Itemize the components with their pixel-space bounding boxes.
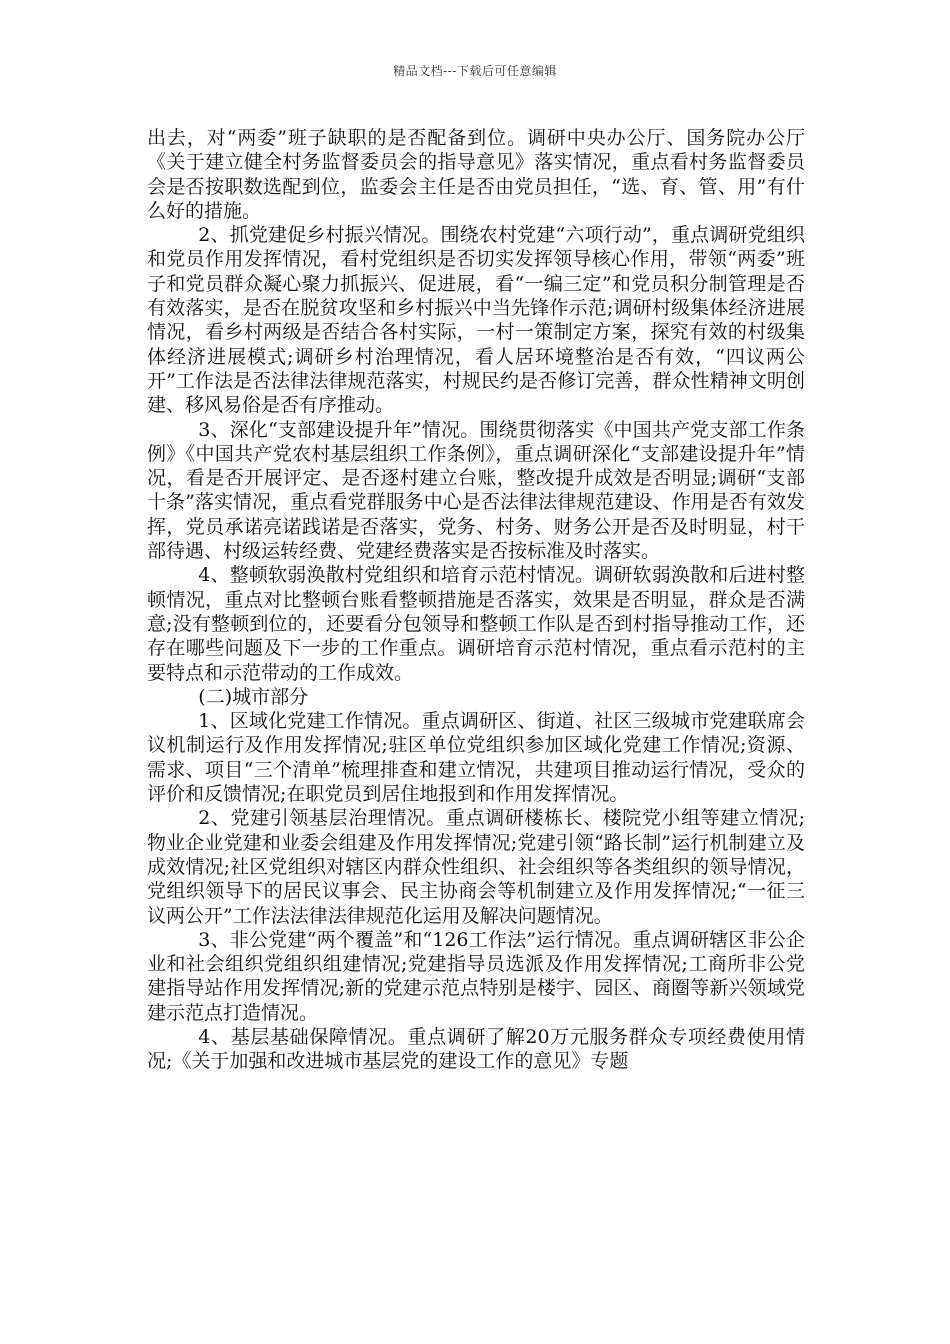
paragraph-rural-revitalization: 2、抓党建促乡村振兴情况。围绕农村党建“六项行动”，重点调研党组织和党员作用发挥情况，看村党组织是否切实发挥领导核心作用，带领“两委”班子和党员群众凝心聚力抓振兴、促进展，看“一编三定”和党员积分制管理是否有效落实，是否在脱贫攻坚和乡村振兴中当先锋作示范;调研村级集体经济进展情况，看乡村两级是否结合各村实际，一村一策制定方案，探究有效的村级集体经济进展模式;调研乡村治理情况，看人居环境整治是否有效，“四议两公开”工作法是否法律法律规范落实，村规民约是否修订完善，群众性精神文明创建、移风易俗是否有序推动。: [147, 224, 805, 417]
page-header: 精品文档---下载后可任意编辑: [393, 64, 557, 78]
paragraph-weak-village-rectification: 4、整顿软弱涣散村党组织和培育示范村情况。调研软弱涣散和后进村整顿情况，重点对比整顿台账看整顿措施是否落实，效果是否明显，群众是否满意;没有整顿到位的，还要看分包领导和整顿工作队是否到村指导推动工作，还存在哪些问题及下一步的工作重点。调研培育示范村情况，重点看示范村的主要特点和示范带动的工作成效。: [147, 564, 805, 684]
paragraph-grassroots-governance: 2、党建引领基层治理情况。重点调研楼栋长、楼院党小组等建立情况;物业企业党建和业委会组建及作用发挥情况;党建引领“路长制”运行机制建立及成效情况;社区党组织对辖区内群众性组织、社会组织等各类组织的领导情况，党组织领导下的居民议事会、民主协商会等机制建立及作用发挥情况;“一征三议两公开”工作法法律法律规范化运用及解决问题情况。: [147, 807, 805, 927]
paragraph-basic-guarantee: 4、基层基础保障情况。重点调研了解20万元服务群众专项经费使用情况;《关于加强和改进城市基层党的建设工作的意见》专题: [147, 1025, 805, 1073]
paragraph-non-public-party-building: 3、非公党建“两个覆盖”和“126工作法”运行情况。重点调研辖区非公企业和社会组织党组织组建情况;党建指导员选派及作用发挥情况;工商所非公党建指导站作用发挥情况;新的党建示范点特别是楼宇、园区、商圈等新兴领域党建示范点打造情况。: [147, 928, 805, 1024]
paragraph-branch-building: 3、深化“支部建设提升年”情况。围绕贯彻落实《中国共产党支部工作条例》《中国共产党农村基层组织工作条例》，重点调研深化“支部建设提升年”情况，看是否开展评定、是否逐村建立台账，整改提升成效是否明显;调研“支部十条”落实情况，重点看党群服务中心是否法律法律规范建设、作用是否有效发挥，党员承诺亮诺践诺是否落实，党务、村务、财务公开是否及时明显，村干部待遇、村级运转经费、党建经费落实是否按标准及时落实。: [147, 418, 805, 563]
paragraph-regional-party-building: 1、区域化党建工作情况。重点调研区、街道、社区三级城市党建联席会议机制运行及作用发挥情况;驻区单位党组织参加区域化党建工作情况;资源、需求、项目“三个清单”梳理排查和建立情况，共建项目推动运行情况，受众的评价和反馈情况;在职党员到居住地报到和作用发挥情况。: [147, 710, 805, 806]
document-body: [147, 126, 805, 1074]
paragraph-continuation: 出去，对“两委”班子缺职的是否配备到位。调研中央办公厅、国务院办公厅《关于建立健全村务监督委员会的指导意见》落实情况，重点看村务监督委员会是否按职数选配到位，监委会主任是否由党员担任，“选、育、管、用”有什么好的措施。: [147, 127, 805, 222]
section-heading-urban: (二)城市部分: [198, 685, 309, 708]
